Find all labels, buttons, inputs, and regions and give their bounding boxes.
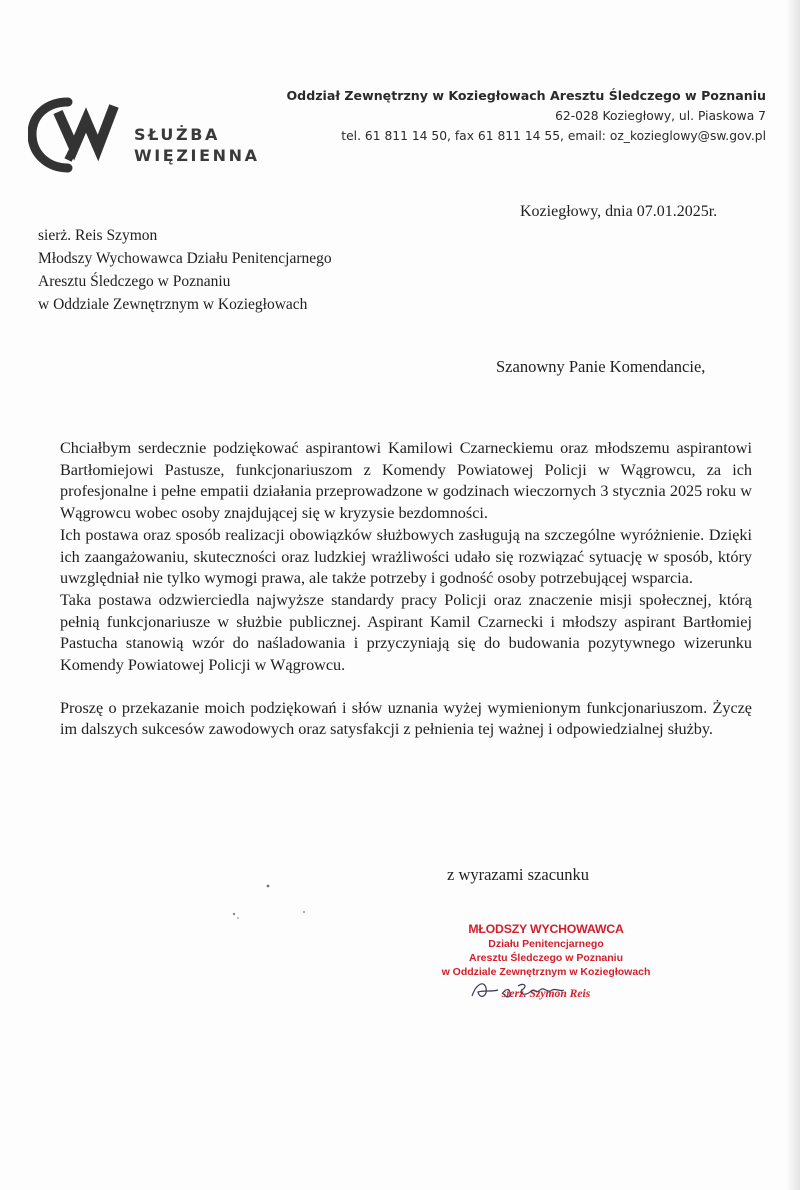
organization-name: Oddział Zewnętrzny w Koziegłowach Aresztu Śledczego w Poznaniu xyxy=(286,88,766,103)
stamp-line-1: MŁODSZY WYCHOWAWCA xyxy=(468,922,624,936)
salutation: Szanowny Panie Komendancie, xyxy=(496,357,706,376)
paragraph-4: Proszę o przekazanie moich podziękowań i słów uznania wyżej wymienionym funkcjonariuszom. Życzę im dalszych sukcesów zawodowych oraz satysfakcji z pełnienia tej ważnej i odpowiedzialnej służby. xyxy=(60,698,752,739)
paragraph-3: Taka postawa odzwierciedla najwyższe standardy pracy Policji oraz znaczenie misji społecznej, którą pełnią funkcjonariusze w służbie publicznej. Aspirant Kamil Czarnecki i młodszy aspirant Bartłomiej Pastucha stanowią wzór do naśladowania i przyczyniają się do budowania pozytywnego wizerunku Komendy Powiatowej Policji w Wągrowcu. xyxy=(60,590,752,675)
sender-line-1: sierż. Reis Szymon xyxy=(38,227,158,244)
organization-contact: tel. 61 811 14 50, fax 61 811 14 55, email: oz_kozieglowy@sw.gov.pl xyxy=(341,129,766,143)
sender-block xyxy=(38,224,332,316)
paragraph-1: Chciałbym serdecznie podziękować aspirantowi Kamilowi Czarneckiemu oraz młodszemu aspirantowi Bartłomiejowi Pastusze, funkcjonariuszom z Komendy Powiatowej Policji w Wągrowcu, za ich profesjonalne i pełne empatii działania przeprowadzone w godzinach wieczornych 3 stycznia 2025 roku w Wągrowcu wobec osoby znajdującej się w kryzysie bezdomności. xyxy=(60,439,752,523)
closing-phrase: z wyrazami szacunku xyxy=(447,865,590,884)
sluzba-wiezienna-logo xyxy=(28,96,260,176)
sw-emblem-icon xyxy=(28,96,132,176)
paragraph-gap xyxy=(60,677,752,698)
stamp-line-3: Aresztu Śledczego w Poznaniu xyxy=(468,952,624,964)
logo-line-2: WIĘZIENNA xyxy=(134,146,260,165)
scan-edge-shadow xyxy=(786,0,800,1190)
handwritten-signature xyxy=(464,970,604,1010)
sender-line-4: w Oddziale Zewnętrznym w Koziegłowach xyxy=(38,296,308,313)
logo-line-1: SŁUŻBA xyxy=(134,125,220,144)
paragraph-2: Ich postawa oraz sposób realizacji obowiązków służbowych zasługują na szczególne wyróżnienie. Dzięki ich zaangażowaniu, skuteczności oraz ludzkiej wrażliwości udało się rozwiązać sytuację w sposób, który uwzględniał nie tylko wymogi prawa, ale także potrzeby i godność osoby potrzebującej wsparcia. xyxy=(60,525,752,588)
organization-address: 62-028 Koziegłowy, ul. Piaskowa 7 xyxy=(555,109,766,123)
scan-specks xyxy=(220,870,340,930)
stamp-line-4: w Oddziale Zewnętrznym w Koziegłowach xyxy=(441,966,651,978)
letterhead-block xyxy=(286,86,766,146)
stamp-line-2: Działu Penitencjarnego xyxy=(488,938,604,950)
logo-wordmark xyxy=(134,124,260,166)
stamp-line-5: sierż. Szymon Reis xyxy=(501,987,591,1000)
sender-line-2: Młodszy Wychowawca Działu Penitencjarnego xyxy=(38,250,332,267)
place-date: Koziegłowy, dnia 07.01.2025r. xyxy=(520,203,718,220)
sender-line-3: Aresztu Śledczego w Poznaniu xyxy=(38,273,231,290)
letter-body xyxy=(60,438,752,741)
